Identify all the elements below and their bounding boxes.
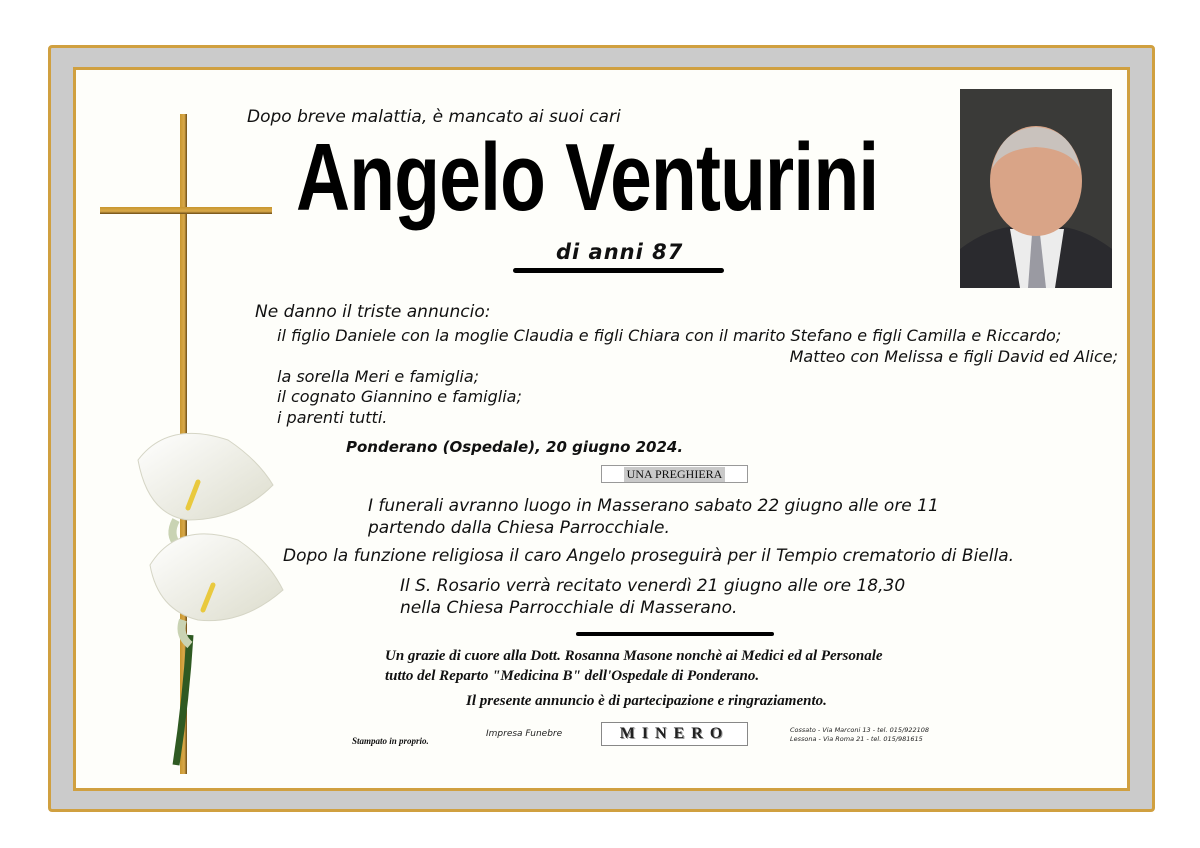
announcement-line: il cognato Giannino e famiglia; xyxy=(277,387,522,406)
announcement-line: la sorella Meri e famiglia; xyxy=(277,367,480,386)
calla-lily-icon xyxy=(128,420,298,770)
funeral-home-logo xyxy=(601,722,748,746)
printed-note: Stampato in proprio. xyxy=(352,736,429,746)
funeral-line: nella Chiesa Parrocchiale di Masserano. xyxy=(400,598,738,618)
intro-text: Dopo breve malattia, è mancato ai suoi cari xyxy=(247,107,621,127)
funeral-line: I funerali avranno luogo in Masserano sabato 22 giugno alle ore 11 xyxy=(368,496,939,516)
announcement-line: i parenti tutti. xyxy=(277,408,388,427)
divider xyxy=(513,268,724,273)
impresa-label: Impresa Funebre xyxy=(486,729,563,739)
thanks-line: Il presente annuncio è di partecipazione e ringraziamento. xyxy=(466,693,827,709)
announcement-heading: Ne danno il triste annuncio: xyxy=(255,302,491,322)
prayer-button[interactable] xyxy=(601,465,748,483)
announcement-line: Matteo con Melissa e figli David ed Alice; xyxy=(789,347,1118,366)
announcement-line: il figlio Daniele con la moglie Claudia e figli Chiara con il marito Stefano e figli Camilla e Riccardo; xyxy=(277,326,1062,345)
address-line: Cossato - Via Marconi 13 - tel. 015/922108 xyxy=(790,726,930,734)
funeral-line: Il S. Rosario verrà recitato venerdì 21 giugno alle ore 18,30 xyxy=(400,576,906,596)
portrait-photo xyxy=(960,89,1112,288)
address-line: Lessona - Via Roma 21 - tel. 015/981615 xyxy=(790,735,923,743)
funeral-line: partendo dalla Chiesa Parrocchiale. xyxy=(368,518,670,538)
prayer-button-label: UNA PREGHIERA xyxy=(624,467,726,482)
funeral-home-addresses xyxy=(790,726,929,744)
thanks-line: tutto del Reparto "Medicina B" dell'Ospedale di Ponderano. xyxy=(385,668,760,684)
age-text: di anni 87 xyxy=(556,240,684,264)
funeral-line: Dopo la funzione religiosa il caro Angelo proseguirà per il Tempio crematorio di Biella. xyxy=(283,546,1015,566)
deceased-name: Angelo Venturini xyxy=(296,124,879,231)
logo-text: MINERO xyxy=(619,725,730,742)
divider xyxy=(576,632,774,636)
thanks-line: Un grazie di cuore alla Dott. Rosanna Masone nonchè ai Medici ed al Personale xyxy=(385,648,883,664)
place-date: Ponderano (Ospedale), 20 giugno 2024. xyxy=(346,438,684,456)
cross-icon-horizontal xyxy=(100,207,272,214)
